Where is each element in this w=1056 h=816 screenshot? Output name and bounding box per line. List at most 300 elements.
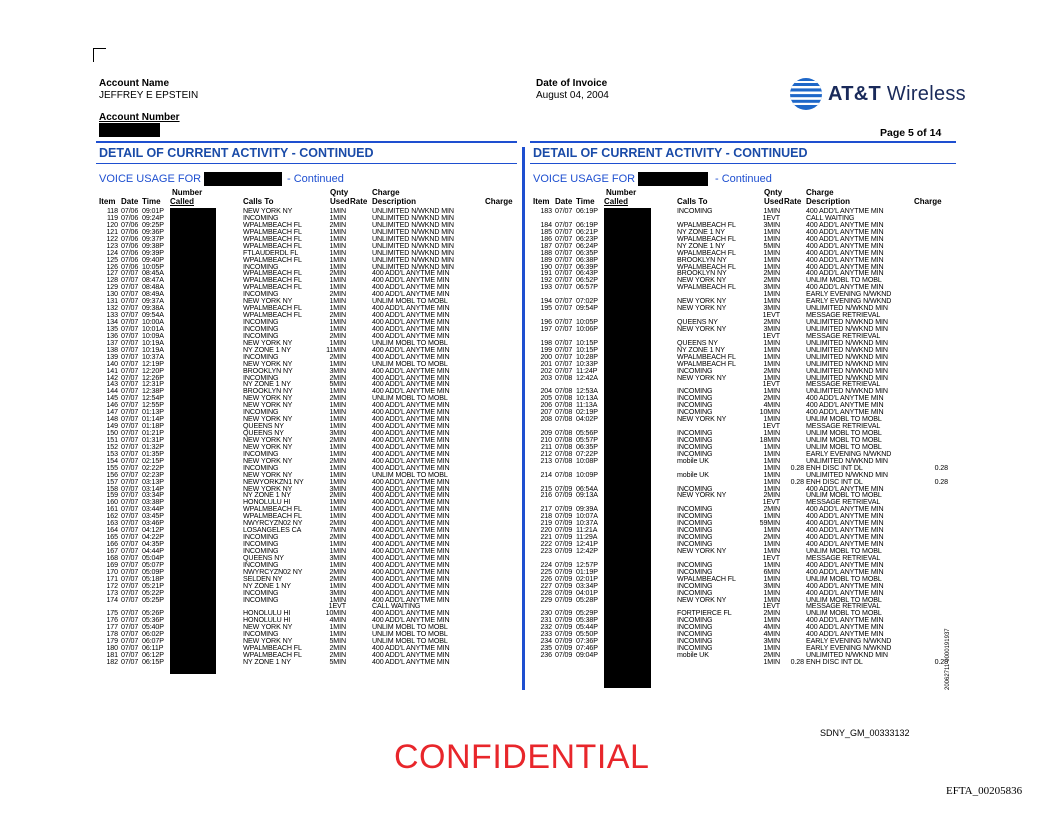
- right-call-table: [530, 208, 956, 666]
- cell-description: ENH DISC INT DL: [806, 463, 863, 472]
- cell-time: 11:24P: [576, 366, 598, 375]
- cell-time: 10:19A: [142, 345, 164, 354]
- right-continued: - Continued: [715, 173, 772, 185]
- cell-description: 400 ADD'L ANYTME MIN: [806, 540, 884, 548]
- cell-item: 129: [106, 283, 118, 292]
- cell-calls-to: INCOMING: [677, 616, 713, 625]
- col-date: Date: [121, 197, 139, 206]
- cell-used: 2MIN: [763, 318, 780, 326]
- cell-date: 07/07: [121, 595, 139, 604]
- cell-used: 1MIN: [763, 560, 780, 569]
- cell-time: 06:23P: [576, 234, 598, 243]
- cell-calls-to: NEW YORK NY: [677, 546, 727, 555]
- col-used: Used: [764, 197, 784, 206]
- cell-used: 1MIN: [763, 546, 780, 555]
- cell-item: 143: [106, 380, 118, 389]
- cell-calls-to: NEW YORK NY: [243, 415, 293, 424]
- cell-description: 400 ADD'L ANYTME MIN: [372, 408, 450, 417]
- cell-time: 10:06P: [576, 324, 598, 333]
- cell-calls-to: NEW YORK NY: [243, 207, 293, 215]
- cell-item: 191: [540, 269, 552, 278]
- cell-description: 400 ADD'L ANYTME MIN: [372, 595, 450, 604]
- col-time: Time: [576, 197, 595, 206]
- cell-date: 07/07: [121, 637, 139, 646]
- cell-item: 122: [106, 234, 118, 243]
- cell-time: 07:22P: [576, 449, 598, 458]
- cell-used: 1MIN: [329, 560, 346, 569]
- cell-date: 07/07: [121, 609, 139, 618]
- cell-used: 1MIN: [329, 207, 346, 215]
- cell-description: 400 ADD'L ANYTME MIN: [372, 331, 450, 340]
- cell-time: 12:55P: [142, 401, 164, 410]
- cell-time: 05:18P: [142, 574, 164, 583]
- cell-time: 05:56P: [576, 429, 598, 437]
- cell-description: UNLIMITED N/WKND MIN: [806, 324, 888, 333]
- cell-description: 400 ADD'L ANYTME MIN: [806, 567, 884, 576]
- cell-item: 234: [540, 637, 552, 646]
- cell-time: 02:19P: [576, 408, 598, 417]
- cell-description: 400 ADD'L ANYTME MIN: [806, 234, 884, 243]
- cell-date: 07/07: [121, 442, 139, 451]
- cell-date: 07/07: [121, 553, 139, 562]
- cell-time: 06:19P: [576, 220, 598, 229]
- cell-time: 12:38P: [142, 387, 164, 396]
- cell-used: 2MIN: [763, 533, 780, 542]
- cell-item: 126: [106, 262, 118, 271]
- cell-time: 09:40P: [142, 255, 164, 264]
- cell-calls-to: BROOKLYN NY: [243, 387, 293, 396]
- cell-description: UNLIM MOBL TO MOBL: [372, 297, 448, 306]
- cell-calls-to: HONOLULU HI: [243, 609, 291, 618]
- cell-calls-to: WPALMBEACH FL: [243, 304, 302, 313]
- cell-used: 2MIN: [763, 394, 780, 403]
- cell-used: 1MIN: [763, 477, 780, 486]
- cell-description: 400 ADD'L ANYTME MIN: [372, 616, 450, 625]
- cell-description: 400 ADD'L ANYTME MIN: [372, 553, 450, 562]
- cell-time: 05:38P: [576, 616, 598, 625]
- right-section-title: DETAIL OF CURRENT ACTIVITY - CONTINUED: [533, 146, 808, 160]
- cell-calls-to: INCOMING: [243, 324, 279, 333]
- cell-time: 06:02P: [142, 630, 164, 639]
- cell-used: 1MIN: [329, 449, 346, 458]
- cell-date: 07/07: [121, 567, 139, 576]
- cell-description: 400 ADD'L ANYTME MIN: [806, 262, 884, 271]
- cell-description: UNLIMITED N/WKND MIN: [372, 213, 454, 222]
- cell-item: 142: [106, 373, 118, 382]
- cell-item: 177: [106, 623, 118, 632]
- cell-used: 2MIN: [763, 505, 780, 514]
- cell-description: UNLIMITED N/WKND MIN: [372, 255, 454, 264]
- cell-item: 144: [106, 387, 118, 396]
- cell-item: 181: [106, 651, 118, 659]
- cell-item: 175: [106, 609, 118, 618]
- cell-date: 07/07: [555, 304, 573, 313]
- cell-used: 10MIN: [325, 609, 346, 618]
- cell-used: 1MIN: [763, 484, 780, 493]
- cell-used: 1MIN: [763, 338, 780, 347]
- cell-date: 07/07: [121, 456, 139, 465]
- cell-date: 07/09: [555, 567, 573, 576]
- cell-item: 196: [540, 318, 552, 326]
- cell-item: 176: [106, 616, 118, 625]
- cell-used: 2MIN: [329, 456, 346, 465]
- cell-used: 2MIN: [329, 331, 346, 340]
- crop-mark: [93, 48, 106, 62]
- cell-charge: 0.28: [934, 477, 948, 486]
- cell-calls-to: WPALMBEACH FL: [243, 644, 302, 653]
- left-voice-usage-label: VOICE USAGE FOR: [99, 173, 202, 185]
- cell-calls-to: FTLAUDERDL FL: [243, 248, 299, 257]
- cell-calls-to: INCOMING: [677, 567, 713, 576]
- cell-description: UNLIMITED N/WKND MIN: [372, 248, 454, 257]
- cell-used: 1MIN: [763, 657, 780, 666]
- cell-description: UNLIMITED N/WKND MIN: [372, 227, 454, 236]
- cell-description: MESSAGE RETRIEVAL: [806, 498, 881, 507]
- cell-time: 05:07P: [142, 560, 164, 569]
- cell-description: UNLIM MOBL TO MOBL: [806, 415, 882, 424]
- cell-description: 400 ADD'L ANYTME MIN: [806, 630, 884, 639]
- cell-date: 07/07: [121, 484, 139, 493]
- cell-item: 166: [106, 540, 118, 548]
- cell-calls-to: QUEENS NY: [243, 422, 284, 431]
- cell-description: 400 ADD'L ANYTME MIN: [372, 477, 450, 486]
- cell-used: 1MIN: [763, 352, 780, 361]
- cell-time: 07:46P: [576, 644, 598, 653]
- cell-time: 03:44P: [142, 505, 164, 514]
- cell-calls-to: BROOKLYN NY: [243, 366, 293, 375]
- cell-calls-to: INCOMING: [677, 637, 713, 646]
- cell-description: 400 ADD'L ANYTME MIN: [806, 526, 884, 535]
- cell-date: 07/09: [555, 526, 573, 535]
- cell-used: 2MIN: [329, 269, 346, 278]
- col-item: Item: [533, 197, 550, 206]
- cell-time: 10:15P: [576, 345, 598, 354]
- cell-used: 1MIN: [329, 262, 346, 271]
- cell-time: 03:38P: [142, 498, 164, 507]
- cell-item: 167: [106, 546, 118, 555]
- cell-item: 197: [540, 324, 552, 333]
- col-calls-to: Calls To: [243, 197, 274, 206]
- cell-time: 04:35P: [142, 540, 164, 548]
- cell-date: 07/09: [555, 609, 573, 618]
- cell-description: CALL WAITING: [806, 213, 855, 222]
- cell-calls-to: INCOMING: [243, 352, 279, 361]
- cell-description: 400 ADD'L ANYTME MIN: [372, 484, 450, 493]
- cell-time: 10:13A: [576, 394, 598, 403]
- cell-time: 06:15P: [142, 657, 164, 666]
- cell-calls-to: INCOMING: [677, 526, 713, 535]
- cell-date: 07/07: [121, 630, 139, 639]
- cell-used: 2MIN: [763, 609, 780, 618]
- cell-item: 190: [540, 262, 552, 271]
- cell-date: 07/08: [555, 470, 573, 479]
- cell-date: 07/07: [121, 304, 139, 313]
- cell-date: 07/07: [121, 429, 139, 437]
- cell-description: 400 ADD'L ANYTME MIN: [372, 463, 450, 472]
- cell-calls-to: INCOMING: [243, 290, 279, 299]
- cell-description: MESSAGE RETRIEVAL: [806, 602, 881, 611]
- cell-time: 02:22P: [142, 463, 164, 472]
- cell-date: 07/07: [121, 560, 139, 569]
- cell-time: 05:09P: [142, 567, 164, 576]
- cell-description: MESSAGE RETRIEVAL: [806, 553, 881, 562]
- cell-date: 07/07: [121, 394, 139, 403]
- cell-calls-to: INCOMING: [677, 401, 713, 410]
- cell-date: 07/07: [555, 366, 573, 375]
- cell-used: 1MIN: [329, 241, 346, 250]
- cell-used: 1MIN: [763, 595, 780, 604]
- cell-date: 07/07: [121, 318, 139, 326]
- cell-time: 05:21P: [142, 581, 164, 590]
- cell-used: 6MIN: [763, 567, 780, 576]
- cell-calls-to: INCOMING: [243, 449, 279, 458]
- cell-description: 400 ADD'L ANYTME MIN: [372, 657, 450, 666]
- cell-used: 1EVT: [328, 602, 346, 611]
- cell-item: 180: [106, 644, 118, 653]
- cell-calls-to: NEW YORK NY: [243, 338, 293, 347]
- cell-used: 2MIN: [763, 269, 780, 278]
- cell-item: 137: [106, 338, 118, 347]
- cell-date: 07/09: [555, 540, 573, 548]
- cell-item: 145: [106, 394, 118, 403]
- cell-date: 07/07: [121, 373, 139, 382]
- cell-item: 228: [540, 588, 552, 597]
- cell-date: 07/07: [555, 324, 573, 333]
- cell-calls-to: WPALMBEACH FL: [677, 234, 736, 243]
- column-divider: [522, 147, 525, 690]
- cell-calls-to: INCOMING: [677, 630, 713, 639]
- cell-time: 09:38A: [142, 304, 164, 313]
- col-rate: Rate: [784, 197, 802, 206]
- cell-time: 06:19P: [576, 207, 598, 215]
- cell-description: UNLIM MOBL TO MOBL: [372, 359, 448, 368]
- cell-item: 226: [540, 574, 552, 583]
- table-row: [96, 659, 516, 666]
- cell-time: 09:54A: [142, 311, 164, 320]
- cell-used: 2MIN: [329, 220, 346, 229]
- cell-date: 07/09: [555, 651, 573, 659]
- cell-item: 169: [106, 560, 118, 569]
- cell-description: EARLY EVENING N/WKND: [806, 637, 892, 646]
- cell-description: UNLIMITED N/WKND MIN: [372, 220, 454, 229]
- cell-time: 08:48A: [142, 283, 164, 292]
- cell-used: 1MIN: [763, 442, 780, 451]
- cell-description: 400 ADD'L ANYTME MIN: [372, 311, 450, 320]
- cell-description: 400 ADD'L ANYTME MIN: [372, 435, 450, 444]
- cell-description: 400 ADD'L ANYTME MIN: [806, 505, 884, 514]
- cell-item: 217: [540, 505, 552, 514]
- cell-date: 07/06: [121, 248, 139, 257]
- cell-time: 01:21P: [142, 429, 164, 437]
- cell-item: 209: [540, 429, 552, 437]
- cell-used: 3MIN: [763, 220, 780, 229]
- cell-date: 07/06: [121, 241, 139, 250]
- cell-item: 124: [106, 248, 118, 257]
- table-row: [530, 597, 956, 604]
- cell-used: 1MIN: [329, 213, 346, 222]
- cell-item: 231: [540, 616, 552, 625]
- cell-calls-to: NEW YORK NY: [243, 359, 293, 368]
- cell-description: 400 ADD'L ANYTME MIN: [806, 623, 884, 632]
- cell-description: UNLIMITED N/WKND MIN: [806, 345, 888, 354]
- cell-used: 1MIN: [763, 262, 780, 271]
- cell-date: 07/07: [121, 644, 139, 653]
- cell-description: 400 ADD'L ANYTME MIN: [806, 581, 884, 590]
- cell-date: 07/09: [555, 533, 573, 542]
- table-row: [530, 458, 956, 465]
- cell-calls-to: NY ZONE 1 NY: [243, 380, 291, 389]
- cell-used: 4MIN: [329, 616, 346, 625]
- cell-item: 214: [540, 470, 552, 479]
- cell-used: 5MIN: [329, 657, 346, 666]
- cell-date: 07/09: [555, 512, 573, 521]
- cell-date: 07/07: [555, 352, 573, 361]
- cell-used: 1MIN: [329, 415, 346, 424]
- cell-time: 11:21A: [576, 526, 598, 535]
- cell-date: 07/06: [121, 262, 139, 271]
- cell-date: 07/07: [121, 574, 139, 583]
- cell-item: 163: [106, 519, 118, 528]
- cell-time: 12:19P: [142, 359, 164, 368]
- cell-time: 08:49A: [142, 290, 164, 299]
- cell-time: 10:28P: [576, 352, 598, 361]
- cell-description: MESSAGE RETRIEVAL: [806, 331, 881, 340]
- cell-description: UNLIMITED N/WKND MIN: [806, 373, 888, 382]
- cell-calls-to: INCOMING: [243, 213, 279, 222]
- cell-description: 400 ADD'L ANYTME MIN: [372, 387, 450, 396]
- cell-calls-to: WPALMBEACH FL: [243, 651, 302, 659]
- cell-item: 174: [106, 595, 118, 604]
- cell-description: UNLIM MOBL TO MOBL: [806, 595, 882, 604]
- cell-calls-to: NY ZONE 1 NY: [677, 345, 725, 354]
- cell-time: 03:34P: [576, 581, 598, 590]
- cell-description: 400 ADD'L ANYTME MIN: [372, 373, 450, 382]
- cell-used: 2MIN: [329, 533, 346, 542]
- cell-item: 235: [540, 644, 552, 653]
- cell-description: 400 ADD'L ANYTME MIN: [372, 567, 450, 576]
- col-qnty: Qnty: [330, 188, 349, 197]
- cell-item: 183: [540, 207, 552, 215]
- cell-calls-to: INCOMING: [243, 560, 279, 569]
- cell-calls-to: NEW YORK NY: [243, 401, 293, 410]
- cell-description: 400 ADD'L ANYTME MIN: [372, 644, 450, 653]
- cell-time: 09:54P: [576, 304, 598, 313]
- cell-time: 10:15P: [576, 338, 598, 347]
- cell-time: 06:21P: [576, 227, 598, 236]
- cell-time: 01:31P: [142, 435, 164, 444]
- cell-description: UNLIMITED N/WKND MIN: [806, 352, 888, 361]
- cell-item: 135: [106, 324, 118, 333]
- cell-used: 59MIN: [759, 519, 780, 528]
- cell-calls-to: NY ZONE 1 NY: [677, 227, 725, 236]
- att-globe-icon: [788, 77, 824, 116]
- cell-item: 149: [106, 422, 118, 431]
- cell-date: 07/07: [121, 331, 139, 340]
- cell-used: 1MIN: [329, 595, 346, 604]
- cell-item: 186: [540, 234, 552, 243]
- cell-description: 400 ADD'L ANYTME MIN: [372, 449, 450, 458]
- cell-calls-to: INCOMING: [243, 463, 279, 472]
- cell-used: 1MIN: [763, 540, 780, 548]
- cell-item: 139: [106, 352, 118, 361]
- cell-used: 3MIN: [329, 429, 346, 437]
- cell-date: 07/07: [555, 345, 573, 354]
- table-row: [530, 208, 956, 215]
- cell-used: 2MIN: [329, 290, 346, 299]
- cell-description: 400 ADD'L ANYTME MIN: [372, 345, 450, 354]
- cell-date: 07/09: [555, 644, 573, 653]
- cell-item: 223: [540, 546, 552, 555]
- cell-used: 3MIN: [329, 484, 346, 493]
- cell-used: 2MIN: [329, 394, 346, 403]
- cell-description: 400 ADD'L ANYTME MIN: [372, 415, 450, 424]
- cell-calls-to: NY ZONE 1 NY: [243, 345, 291, 354]
- cell-used: 1MIN: [763, 387, 780, 396]
- cell-calls-to: INCOMING: [677, 387, 713, 396]
- cell-description: 400 ADD'L ANYTME MIN: [372, 456, 450, 465]
- cell-date: 07/06: [121, 255, 139, 264]
- cell-date: 07/09: [555, 519, 573, 528]
- cell-used: 4MIN: [763, 623, 780, 632]
- col-charge-top: Charge: [372, 188, 400, 197]
- cell-time: 01:13P: [142, 408, 164, 417]
- cell-time: 10:08P: [576, 456, 598, 465]
- cell-item: 131: [106, 297, 118, 306]
- invoice-date: August 04, 2004: [536, 90, 609, 101]
- cell-description: UNLIMITED N/WKND MIN: [372, 234, 454, 243]
- cell-time: 03:46P: [142, 519, 164, 528]
- cell-used: 1MIN: [763, 415, 780, 424]
- cell-used: 1MIN: [329, 401, 346, 410]
- account-number-redaction: [99, 123, 160, 137]
- cell-description: 400 ADD'L ANYTME MIN: [372, 352, 450, 361]
- cell-charge: 0.28: [934, 657, 948, 666]
- cell-used: 1MIN: [763, 449, 780, 458]
- table-row: [530, 548, 956, 555]
- cell-item: 222: [540, 540, 552, 548]
- cell-time: 06:24P: [576, 241, 598, 250]
- cell-used: 1MIN: [763, 526, 780, 535]
- cell-date: 07/07: [555, 255, 573, 264]
- confidential-stamp: CONFIDENTIAL: [394, 738, 650, 776]
- cell-description: 400 ADD'L ANYTME MIN: [372, 526, 450, 535]
- cell-item: 198: [540, 338, 552, 347]
- cell-used: 1MIN: [763, 248, 780, 257]
- col-rate: Rate: [350, 197, 368, 206]
- cell-calls-to: BROOKLYN NY: [677, 269, 727, 278]
- cell-calls-to: NEW YORK NY: [677, 297, 727, 306]
- cell-used: 1MIN: [763, 255, 780, 264]
- cell-date: 07/08: [555, 373, 573, 382]
- cell-item: 159: [106, 491, 118, 500]
- cell-time: 02:15P: [142, 456, 164, 465]
- cell-calls-to: INCOMING: [677, 207, 713, 215]
- cell-rate: 0.28: [790, 657, 804, 666]
- cell-date: 07/07: [121, 338, 139, 347]
- cell-calls-to: INCOMING: [677, 588, 713, 597]
- cell-used: 3MIN: [329, 366, 346, 375]
- cell-description: UNLIM MOBL TO MOBL: [372, 630, 448, 639]
- left-call-table: [96, 208, 516, 666]
- cell-used: 2MIN: [763, 491, 780, 500]
- cell-item: 232: [540, 623, 552, 632]
- cell-time: 08:47A: [142, 276, 164, 285]
- cell-item: 136: [106, 331, 118, 340]
- cell-item: 151: [106, 435, 118, 444]
- cell-used: 1EVT: [762, 380, 780, 389]
- cell-used: 1MIN: [763, 470, 780, 479]
- cell-description: UNLIMITED N/WKND MIN: [372, 241, 454, 250]
